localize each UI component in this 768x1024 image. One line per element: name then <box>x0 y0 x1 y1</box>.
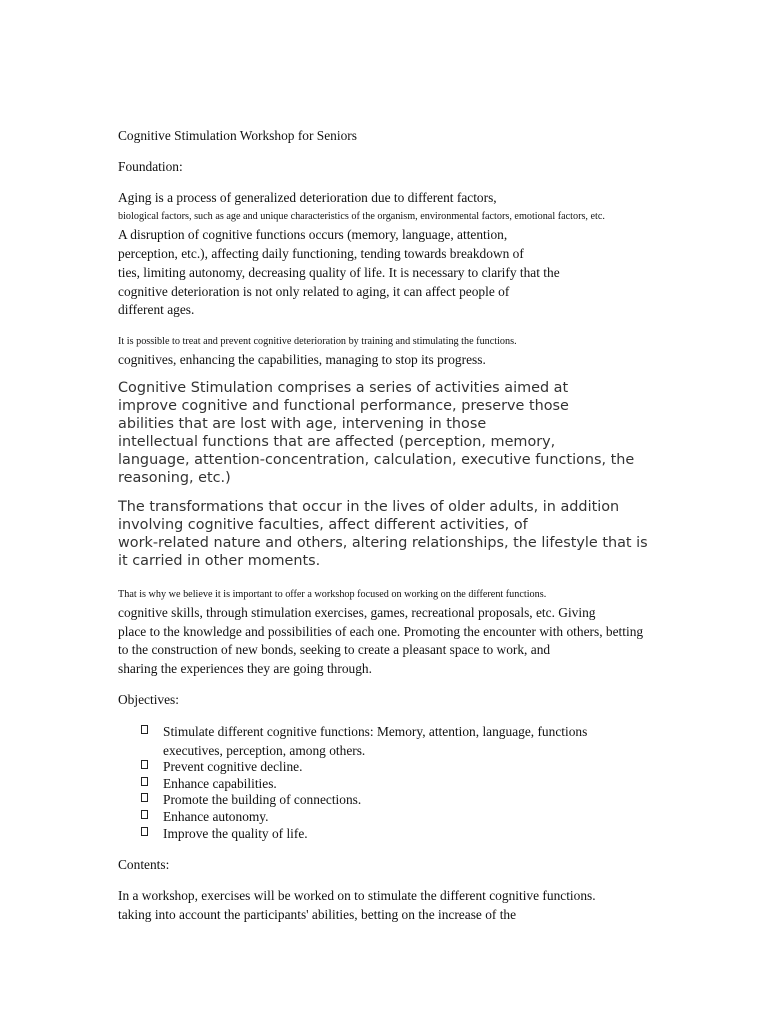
checkbox-bullet-icon <box>141 827 148 836</box>
para1-line: biological factors, such as age and unique characteristics of the organism, environmental factors, emotional factors, etc. <box>118 211 605 222</box>
para3-line: improve cognitive and functional performance, preserve those <box>118 398 569 414</box>
contents-heading: Contents: <box>118 857 170 872</box>
objective-item-continued: executives, perception, among others. <box>163 743 366 758</box>
checkbox-bullet-icon <box>141 725 148 734</box>
objective-item: Improve the quality of life. <box>163 826 308 841</box>
para5-line: That is why we believe it is important to offer a workshop focused on working on the different functions. <box>118 589 547 600</box>
checkbox-bullet-icon <box>141 810 148 819</box>
para3-line: reasoning, etc.) <box>118 470 231 486</box>
para5-line: to the construction of new bonds, seeking to create a pleasant space to work, and <box>118 642 551 657</box>
para1-line: ties, limiting autonomy, decreasing quality of life. It is necessary to clarify that the <box>118 265 560 280</box>
para4-line: it carried in other moments. <box>118 553 321 569</box>
contents-line: taking into account the participants' abilities, betting on the increase of the <box>118 907 517 922</box>
para3-line: intellectual functions that are affected (perception, memory, <box>118 434 556 450</box>
objectives-heading: Objectives: <box>118 692 179 707</box>
para3-line: language, attention-concentration, calculation, executive functions, the <box>118 452 635 468</box>
checkbox-bullet-icon <box>141 777 148 786</box>
document-title: Cognitive Stimulation Workshop for Seniors <box>118 128 357 143</box>
checkbox-bullet-icon <box>141 760 148 769</box>
para5-line: place to the knowledge and possibilities of each one. Promoting the encounter with others, betting <box>118 624 644 639</box>
contents-line: In a workshop, exercises will be worked on to stimulate the different cognitive functions. <box>118 888 596 903</box>
objective-item: Enhance autonomy. <box>163 809 269 824</box>
checkbox-bullet-icon <box>141 793 148 802</box>
para1-line: A disruption of cognitive functions occurs (memory, language, attention, <box>118 227 508 242</box>
para1-line: cognitive deterioration is not only related to aging, it can affect people of <box>118 284 510 299</box>
para2-line: It is possible to treat and prevent cognitive deterioration by training and stimulating the functions. <box>118 336 517 347</box>
para5-line: cognitive skills, through stimulation exercises, games, recreational proposals, etc. Giving <box>118 605 596 620</box>
objective-item: Promote the building of connections. <box>163 792 362 807</box>
para1-line: perception, etc.), affecting daily functioning, tending towards breakdown of <box>118 246 524 261</box>
para5-line: sharing the experiences they are going through. <box>118 661 372 676</box>
objective-item: Stimulate different cognitive functions: Memory, attention, language, functions <box>163 724 588 739</box>
para3-line: Cognitive Stimulation comprises a series of activities aimed at <box>118 380 569 396</box>
para1-line: different ages. <box>118 302 195 317</box>
para4-line: involving cognitive faculties, affect different activities, of <box>118 517 528 533</box>
objective-item: Prevent cognitive decline. <box>163 759 303 774</box>
para4-line: The transformations that occur in the lives of older adults, in addition <box>118 499 620 515</box>
para1-line: Aging is a process of generalized deterioration due to different factors, <box>118 190 497 205</box>
foundation-heading: Foundation: <box>118 159 183 174</box>
para4-line: work-related nature and others, altering relationships, the lifestyle that is <box>118 535 648 551</box>
para2-line: cognitives, enhancing the capabilities, managing to stop its progress. <box>118 352 486 367</box>
objective-item: Enhance capabilities. <box>163 776 277 791</box>
para3-line: abilities that are lost with age, intervening in those <box>118 416 487 432</box>
